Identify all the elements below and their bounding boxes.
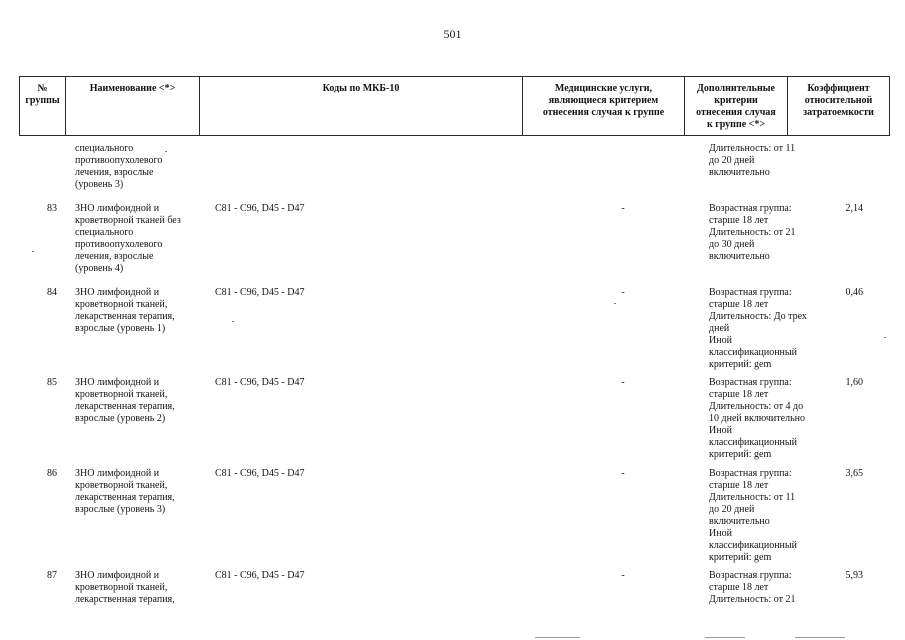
row-additional: Возрастная группа: старше 18 лет Длительность: от 4 до 10 дней включительно Иной классификационный критерий: gem	[709, 377, 805, 460]
header-icd-codes: Коды по МКБ-10	[322, 83, 400, 94]
row-coefficient: 5,93	[845, 570, 863, 581]
row-name: ЗНО лимфоидной и кроветворной тканей, лекарственная терапия, взрослые (уровень 2)	[75, 377, 175, 424]
scan-speck	[614, 303, 616, 304]
scan-speck	[165, 151, 167, 152]
row-name: ЗНО лимфоидной и кроветворной тканей без специального противоопухолевого лечения, взрослые (уровень 4)	[75, 203, 181, 274]
row-services: -	[621, 377, 625, 388]
row-number: 86	[47, 468, 57, 479]
row-services: -	[621, 203, 625, 214]
continuation-additional: Длительность: от 11 до 20 дней включительно	[709, 143, 796, 178]
row-services: -	[621, 287, 625, 298]
row-number: 87	[47, 570, 57, 581]
page-number: 501	[443, 27, 462, 41]
row-coefficient: 2,14	[845, 203, 863, 214]
header-bottom-border	[19, 135, 890, 136]
table-right-border	[889, 76, 890, 136]
row-icd-codes: C81 - C96, D45 - D47	[215, 203, 305, 214]
row-additional: Возрастная группа: старше 18 лет Длительность: от 11 до 20 дней включительно Иной классификационный критерий: gem	[709, 468, 797, 563]
scan-edge-mark	[705, 637, 745, 638]
row-name: ЗНО лимфоидной и кроветворной тканей, лекарственная терапия,	[75, 570, 175, 605]
row-additional: Возрастная группа: старше 18 лет Длительность: от 21	[709, 570, 796, 605]
header-name: Наименование <*>	[89, 83, 176, 94]
row-icd-codes: C81 - C96, D45 - D47	[215, 570, 305, 581]
row-additional: Возрастная группа: старше 18 лет Длительность: от 21 до 30 дней включительно	[709, 203, 796, 262]
row-icd-codes: C81 - C96, D45 - D47	[215, 287, 305, 298]
scan-speck	[32, 251, 34, 252]
row-icd-codes: C81 - C96, D45 - D47	[215, 377, 305, 388]
row-number: 84	[47, 287, 57, 298]
header-coefficient: Коэффициент относительной затратоемкости	[803, 83, 874, 118]
scan-speck	[884, 337, 886, 338]
header-services: Медицинские услуги, являющиеся критерием отнесения случая к группе	[542, 83, 665, 118]
header-group-number: № группы	[25, 83, 60, 106]
row-coefficient: 0,46	[845, 287, 863, 298]
header-additional-criteria: Дополнительные критерии отнесения случая к группе <*>	[696, 83, 776, 130]
row-services: -	[621, 468, 625, 479]
row-name: ЗНО лимфоидной и кроветворной тканей, лекарственная терапия, взрослые (уровень 1)	[75, 287, 175, 334]
row-services: -	[621, 570, 625, 581]
scan-edge-mark	[795, 637, 845, 638]
row-number: 83	[47, 203, 57, 214]
row-name: ЗНО лимфоидной и кроветворной тканей, лекарственная терапия, взрослые (уровень 3)	[75, 468, 175, 515]
row-additional: Возрастная группа: старше 18 лет Длительность: До трех дней Иной классификационный критерий: gem	[709, 287, 807, 370]
row-coefficient: 1,60	[845, 377, 863, 388]
row-icd-codes: C81 - C96, D45 - D47	[215, 468, 305, 479]
row-number: 85	[47, 377, 57, 388]
table-top-border	[19, 76, 890, 77]
scan-speck	[232, 321, 234, 322]
row-coefficient: 3,65	[845, 468, 863, 479]
continuation-name: специального противоопухолевого лечения, взрослые (уровень 3)	[75, 143, 163, 190]
scan-edge-mark	[535, 637, 580, 638]
